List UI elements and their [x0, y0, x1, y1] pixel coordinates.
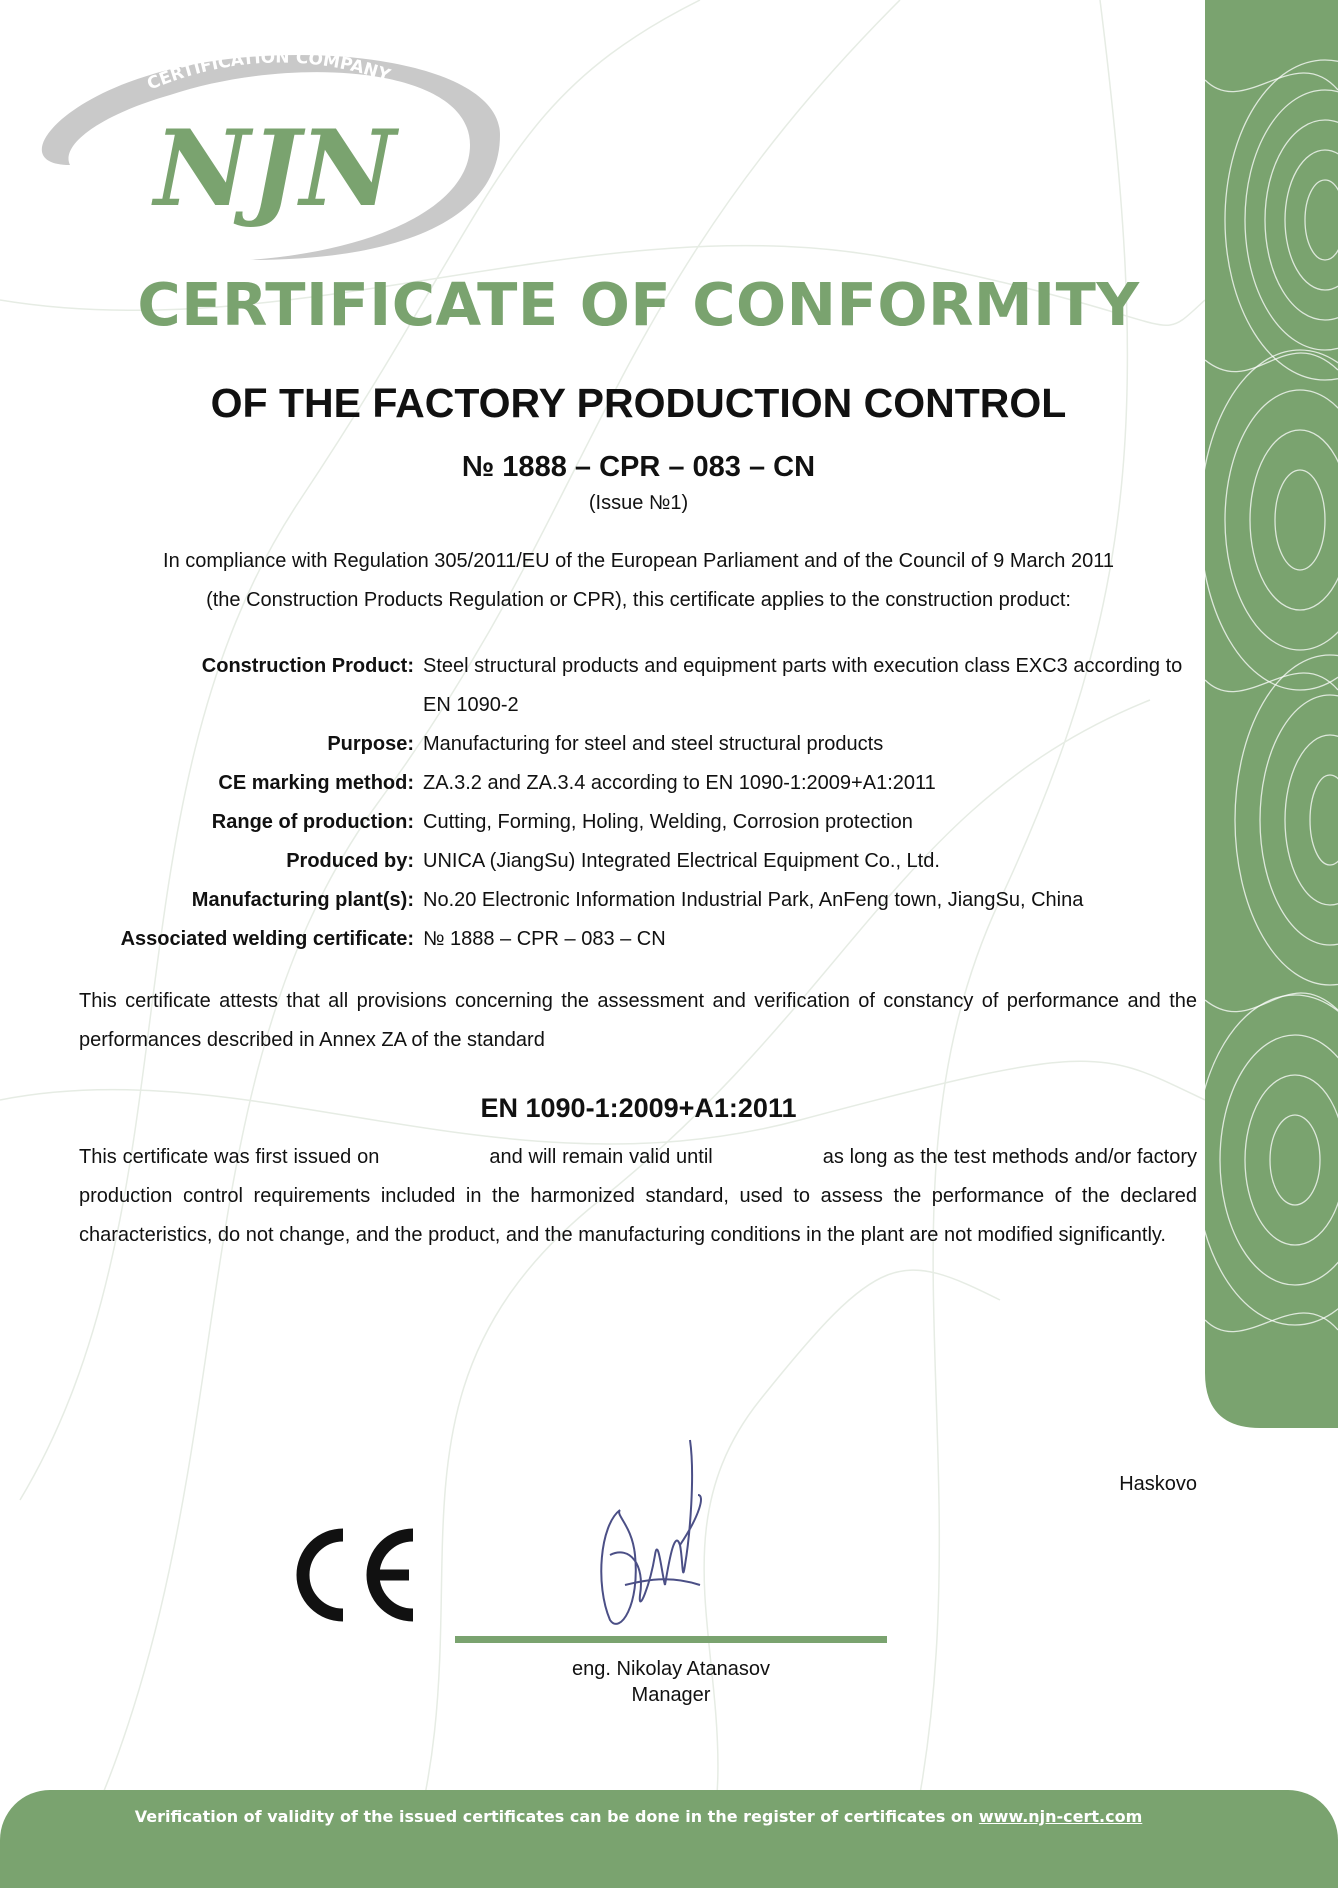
- field-label: Purpose:: [327, 733, 414, 755]
- manager-signature: [590, 1435, 720, 1640]
- logo-letters: NJN: [154, 106, 396, 230]
- field-value: ZA.3.2 and ZA.3.4 according to EN 1090-1:2009+A1:2011: [423, 772, 936, 794]
- field-value: UNICA (JiangSu) Integrated Electrical Equipment Co., Ltd.: [423, 850, 940, 872]
- validity-text-1: This certificate was first issued on: [79, 1146, 380, 1168]
- field-label: Produced by:: [286, 850, 414, 872]
- field-row-welding-certificate: [78, 920, 1200, 959]
- field-row-produced-by: [78, 842, 1200, 881]
- field-value: Cutting, Forming, Holing, Welding, Corrosion protection: [423, 811, 913, 833]
- signer-name: eng. Nikolay Atanasov: [572, 1658, 770, 1680]
- footer-text: Verification of validity of the issued certificates can be done in the register of certificates on: [134, 1807, 979, 1826]
- issue-city: Haskovo: [1119, 1473, 1197, 1495]
- signer-role: Manager: [631, 1684, 711, 1706]
- certificate-subtitle: OF THE FACTORY PRODUCTION CONTROL: [210, 380, 1067, 426]
- certificate-number: № 1888 – CPR – 083 – CN: [461, 451, 816, 483]
- decorative-side-band: [1205, 0, 1338, 1428]
- field-label: Construction Product:: [201, 655, 414, 677]
- validity-text-3: as long as the test methods and/or factory production control requirements included in the harmonized standard, used to assess the performance of the declared characteristics, do not change, and the product, and the manufacturing conditions in the plant are not modified significantly.: [79, 1146, 1198, 1246]
- signer-block: [455, 1656, 887, 1708]
- field-label: CE marking method:: [218, 772, 414, 794]
- field-row-manufacturing-plant: [78, 881, 1200, 920]
- field-row-range-of-production: [78, 803, 1200, 842]
- product-details: [78, 647, 1200, 959]
- validity-text-2: and will remain valid until: [489, 1146, 713, 1168]
- intro-paragraph: [80, 542, 1197, 620]
- intro-line-2: (the Construction Products Regulation or CPR), this certificate applies to the construction product:: [206, 589, 1071, 611]
- field-label: Manufacturing plant(s):: [191, 889, 414, 911]
- footer-verification-note: [0, 1807, 1277, 1826]
- njn-logo: [30, 35, 500, 270]
- field-value: Steel structural products and equipment parts with execution class EXC3 according to EN 1090-2: [423, 655, 1183, 716]
- intro-line-1: In compliance with Regulation 305/2011/EU of the European Parliament and of the Council of 9 March 2011: [163, 550, 1114, 572]
- field-label: Range of production:: [211, 811, 414, 833]
- footer-band: [0, 1790, 1338, 1888]
- logo-arc-text: CERTIFICATION COMPANY: [144, 47, 393, 95]
- field-label: Associated welding certificate:: [120, 928, 414, 950]
- field-value: № 1888 – CPR – 083 – CN: [423, 928, 666, 950]
- ce-mark-icon: [285, 1525, 425, 1625]
- validity-paragraph: [79, 1138, 1197, 1255]
- field-value: Manufacturing for steel and steel structural products: [423, 733, 884, 755]
- attestation-paragraph: This certificate attests that all provisions concerning the assessment and verification of constancy of performance and the performances described in Annex ZA of the standard: [79, 990, 1197, 1051]
- field-value: No.20 Electronic Information Industrial Park, AnFeng town, JiangSu, China: [423, 889, 1084, 911]
- signature-line: [455, 1636, 887, 1643]
- field-row-construction-product: [78, 647, 1200, 725]
- field-row-ce-marking-method: [78, 764, 1200, 803]
- issue-number: (Issue №1): [588, 492, 689, 514]
- standard-reference: EN 1090-1:2009+A1:2011: [480, 1093, 797, 1123]
- certificate-title: CERTIFICATE OF CONFORMITY: [137, 270, 1140, 339]
- register-link[interactable]: www.njn-cert.com: [978, 1807, 1143, 1826]
- field-row-purpose: [78, 725, 1200, 764]
